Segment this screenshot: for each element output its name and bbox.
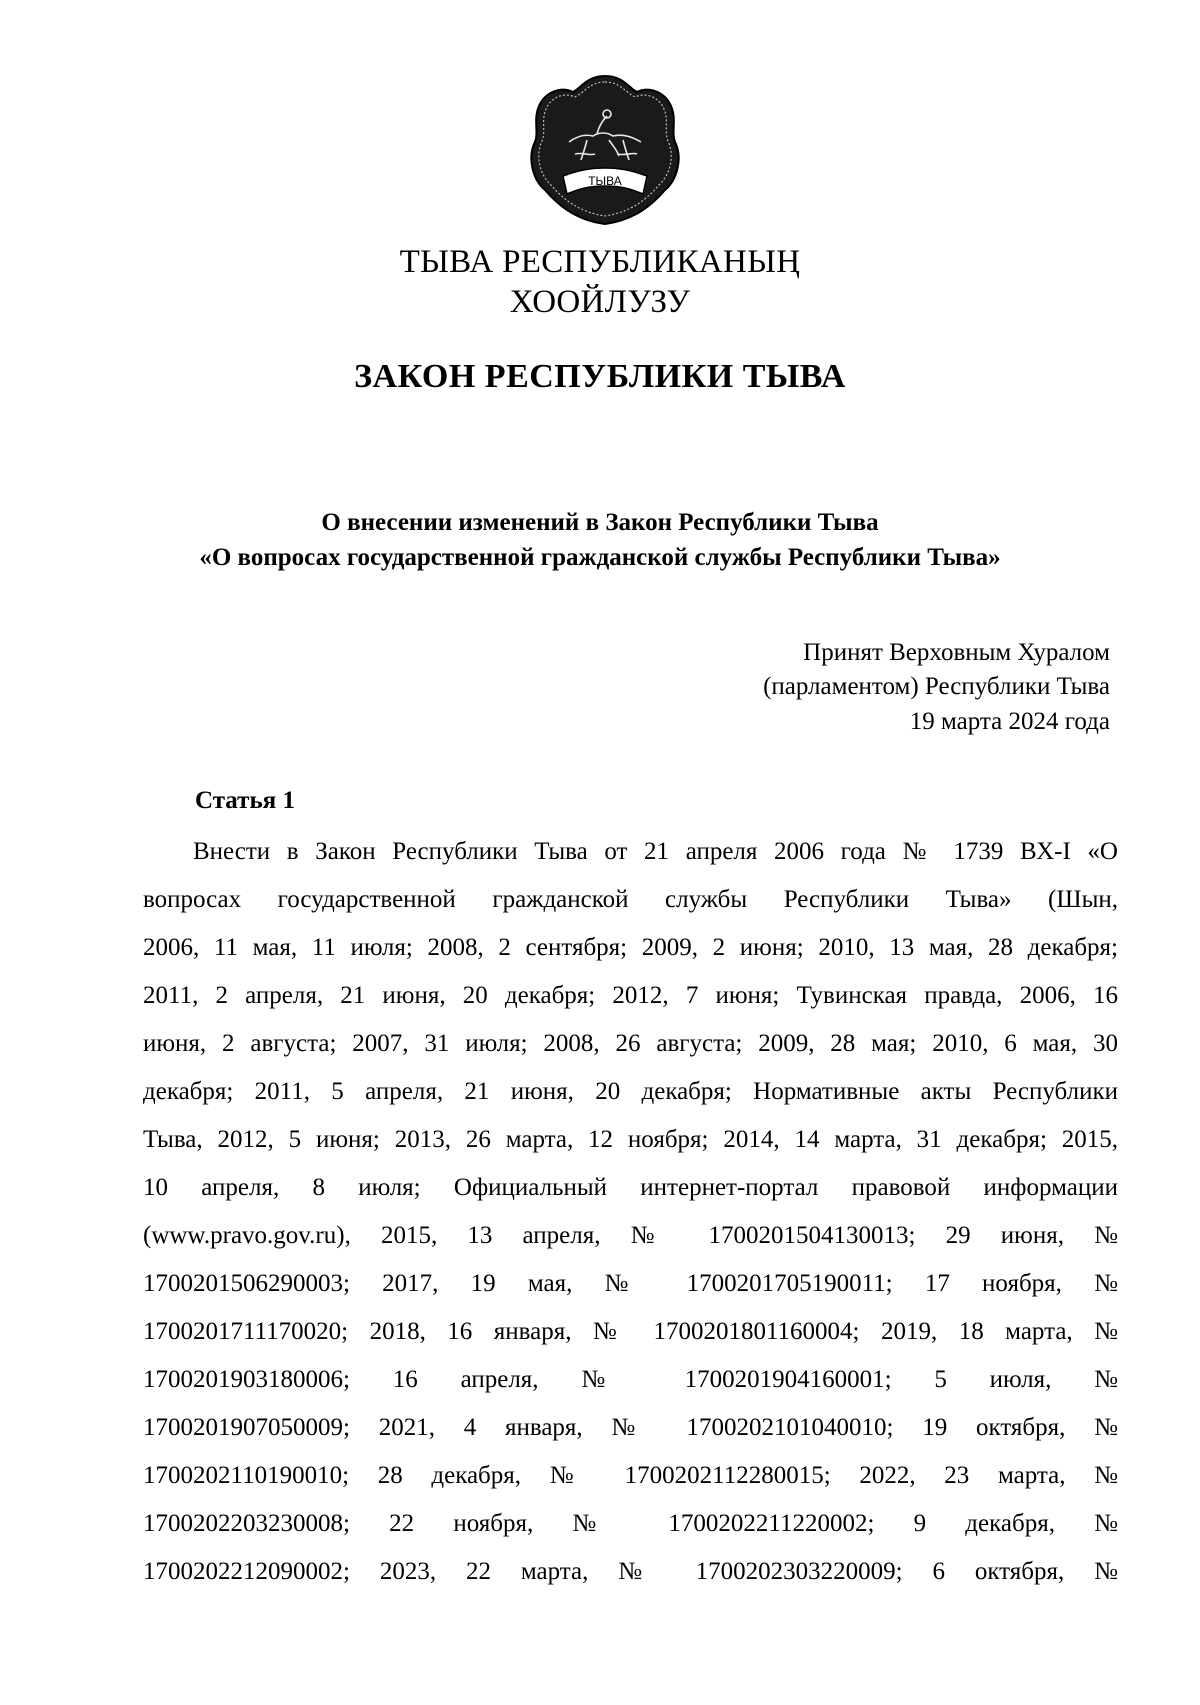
article-text-line: 1700202212090002; 2023, 22 марта, № 1700202303220009; 6 октября, № — [143, 1558, 1118, 1585]
article-text-line: 1700202203230008; 22 ноября, № 1700202211220002; 9 декабря, № — [143, 1510, 1118, 1537]
header-tuvan-line1: ТЫВА РЕСПУБЛИКАНЫҢ — [399, 244, 801, 280]
article-text-line: Внести в Закон Республики Тыва от 21 апреля 2006 года № 1739 ВХ-I «О — [193, 838, 1118, 865]
svg-text:ТЫВА: ТЫВА — [588, 174, 622, 188]
law-subject-line1: О внесении изменений в Закон Республики Тыва — [321, 509, 879, 536]
article-text-line: 10 апреля, 8 июля; Официальный интернет-портал правовой информации — [143, 1174, 1118, 1201]
article-text-line: 1700201903180006; 16 апреля, № 1700201904160001; 5 июля, № — [143, 1366, 1118, 1393]
article-text-line: 1700202110190010; 28 декабря, № 1700202112280015; 2022, 23 марта, № — [143, 1462, 1118, 1489]
article-text-line: 1700201506290003; 2017, 19 мая, № 1700201705190011; 17 ноября, № — [143, 1270, 1118, 1297]
article-text-line: Тыва, 2012, 5 июня; 2013, 26 марта, 12 ноября; 2014, 14 марта, 31 декабря; 2015, — [143, 1126, 1118, 1153]
article-text-line: декабря; 2011, 5 апреля, 21 июня, 20 декабря; Нормативные акты Республики — [143, 1078, 1118, 1105]
law-subject-line2: «О вопросах государственной гражданской службы Республики Тыва» — [199, 544, 1001, 571]
article-text-line: июня, 2 августа; 2007, 31 июля; 2008, 26 августа; 2009, 28 мая; 2010, 6 мая, 30 — [143, 1030, 1118, 1057]
article-heading: Статья 1 — [195, 787, 295, 814]
article-text-line: 1700201907050009; 2021, 4 января, № 1700202101040010; 19 октября, № — [143, 1414, 1118, 1441]
adoption-date: 19 марта 2024 года — [909, 708, 1110, 735]
header-tuvan-line2: ХООЙЛУЗУ — [509, 284, 691, 320]
adoption-note-line2: (парламентом) Республики Тыва — [763, 673, 1110, 700]
article-text-line: вопросах государственной гражданской службы Республики Тыва» (Шын, — [143, 886, 1118, 913]
article-text-line: (www.pravo.gov.ru), 2015, 13 апреля, № 1700201504130013; 29 июня, № — [143, 1222, 1118, 1249]
article-text-line: 1700201711170020; 2018, 16 января, № 1700201801160004; 2019, 18 марта, № — [143, 1318, 1118, 1345]
adoption-note-line1: Принят Верховным Хуралом — [803, 639, 1110, 666]
law-title: ЗАКОН РЕСПУБЛИКИ ТЫВА — [354, 358, 846, 395]
article-text-line: 2006, 11 мая, 11 июля; 2008, 2 сентября; 2009, 2 июня; 2010, 13 мая, 28 декабря; — [143, 934, 1118, 961]
article-text-line: 2011, 2 апреля, 21 июня, 20 декабря; 2012, 7 июня; Тувинская правда, 2006, 16 — [143, 982, 1118, 1009]
coat-of-arms-icon — [525, 70, 685, 230]
